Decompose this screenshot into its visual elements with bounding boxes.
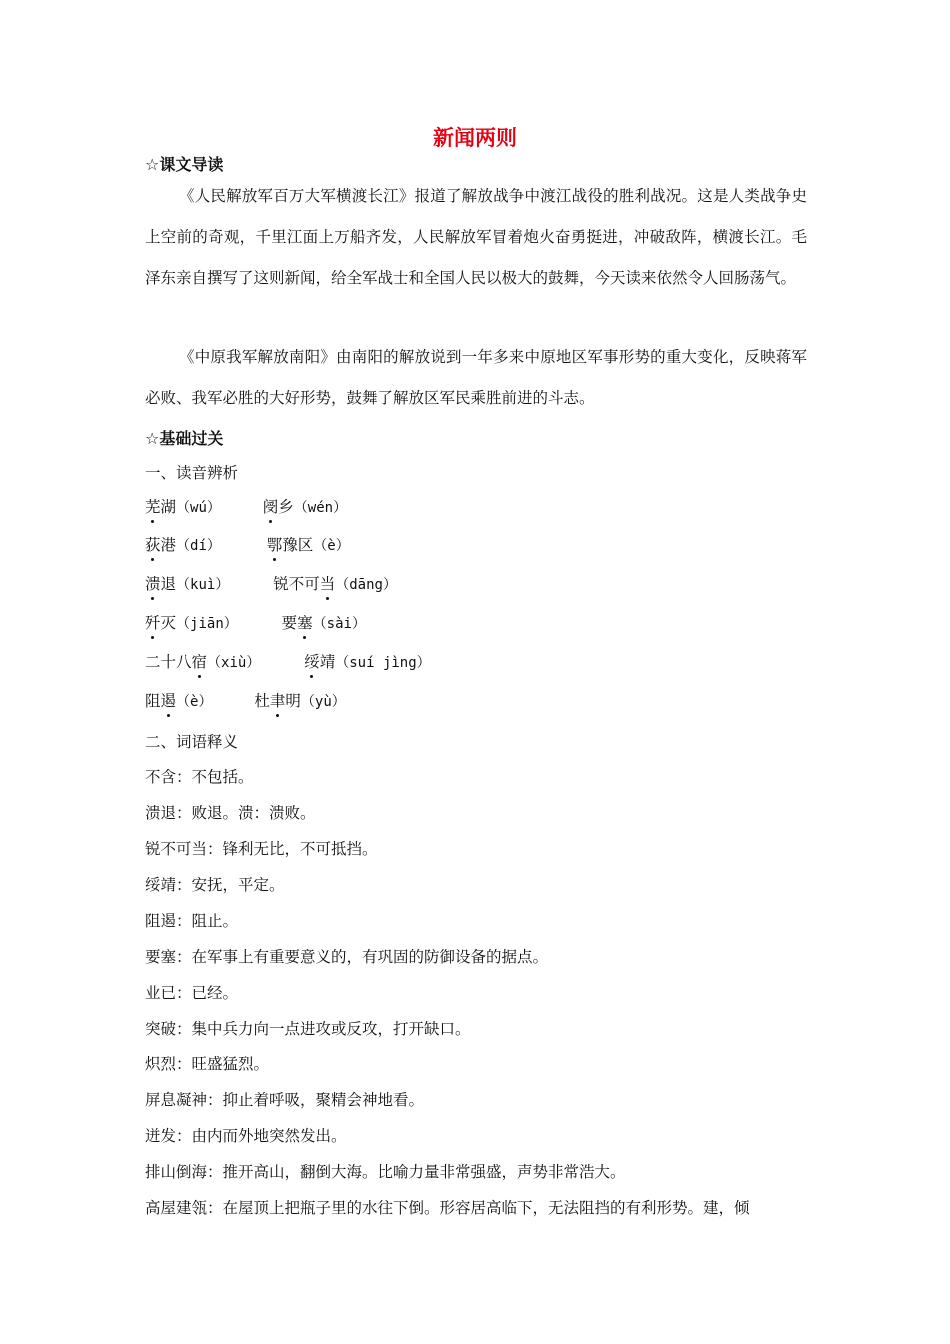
pinyin: （yù） xyxy=(300,694,346,710)
definition-item: 突破：集中兵力向一点进攻或反攻，打开缺口。 xyxy=(145,1020,471,1038)
pronunciation-row: 二十八宿（xiù） 绥靖（suí jìng） xyxy=(145,653,431,671)
dotted-char: 溃 xyxy=(145,575,161,593)
pinyin: （dāng） xyxy=(335,577,397,593)
subheading-definitions: 二、词语释义 xyxy=(145,733,239,751)
pinyin: （jiān） xyxy=(176,616,238,632)
definition-item: 迸发：由内而外地突然发出。 xyxy=(145,1127,347,1145)
definition-item: 要塞：在军事上有重要意义的，有巩固的防御设备的据点。 xyxy=(145,948,549,966)
definition-item: 高屋建瓴：在屋顶上把瓶子里的水往下倒。形容居高临下，无法阻挡的有利形势。建，倾 xyxy=(145,1199,750,1217)
pinyin: （suí jìng） xyxy=(335,655,431,671)
dotted-char: 阌 xyxy=(262,498,279,516)
subheading-pronunciation: 一、读音辨析 xyxy=(145,464,239,482)
pronunciation-row: 歼灭（jiān） 要塞（sài） xyxy=(145,614,366,632)
definition-item: 炽烈：旺盛猛烈。 xyxy=(145,1055,270,1073)
section-heading-basics: ☆基础过关 xyxy=(145,429,224,448)
guide-paragraph-1: 《人民解放军百万大军横渡长江》报道了解放战争中渡江战役的胜利战况。这是人类战争史上空前的奇观，千里江面上万船齐发，人民解放军冒着炮火奋勇挺进，冲破敌阵，横渡长江。毛泽东亲自撰写了这则新闻，给全军战士和全国人民以极大的鼓舞，今天读来依然令人回肠荡气。 xyxy=(145,187,807,287)
document-title: 新闻两则 xyxy=(433,126,517,150)
guide-paragraph-2: 《中原我军解放南阳》由南阳的解放说到一年多来中原地区军事形势的重大变化，反映蒋军必败、我军必胜的大好形势，鼓舞了解放区军民乘胜前进的斗志。 xyxy=(145,348,807,407)
definition-item: 阻遏：阻止。 xyxy=(145,912,239,930)
pinyin: （kuì） xyxy=(176,577,230,593)
section-heading-reading-guide: ☆课文导读 xyxy=(145,155,224,174)
dotted-char: 荻 xyxy=(145,536,161,554)
pinyin: （sài） xyxy=(312,616,366,632)
dotted-char: 塞 xyxy=(297,614,313,632)
dotted-char: 聿 xyxy=(269,692,286,710)
definition-item: 业已：已经。 xyxy=(145,984,239,1002)
dotted-char: 芜 xyxy=(145,498,161,516)
dotted-char: 当 xyxy=(319,575,336,593)
definition-item: 排山倒海：推开高山，翻倒大海。比喻力量非常强盛，声势非常浩大。 xyxy=(145,1163,626,1181)
pinyin: （wén） xyxy=(293,500,348,516)
definition-item: 屏息凝神：抑止着呼吸，聚精会神地看。 xyxy=(145,1091,425,1109)
dotted-char: 宿 xyxy=(191,653,208,671)
pronunciation-row: 阻遏（è） 杜聿明（yù） xyxy=(145,692,346,710)
pinyin: （è） xyxy=(176,694,213,710)
definition-item: 不含：不包括。 xyxy=(145,768,254,786)
pinyin: （xiù） xyxy=(207,655,261,671)
dotted-char: 鄂 xyxy=(266,536,283,554)
pinyin: （dí） xyxy=(176,538,221,554)
definition-item: 绥靖：安抚，平定。 xyxy=(145,876,285,894)
pronunciation-row: 溃退（kuì） 锐不可当（dāng） xyxy=(145,575,397,593)
dotted-char: 绥 xyxy=(304,653,320,671)
pronunciation-row: 荻港（dí） 鄂豫区（è） xyxy=(145,536,350,554)
dotted-char: 遏 xyxy=(160,692,177,710)
dotted-char: 歼 xyxy=(145,614,161,632)
definition-item: 溃退：败退。溃：溃败。 xyxy=(145,804,316,822)
pinyin: （wú） xyxy=(176,500,221,516)
definition-item: 锐不可当：锋利无比，不可抵挡。 xyxy=(145,840,378,858)
pronunciation-row: 芜湖（wú） 阌乡（wén） xyxy=(145,498,348,516)
pinyin: （è） xyxy=(313,538,350,554)
